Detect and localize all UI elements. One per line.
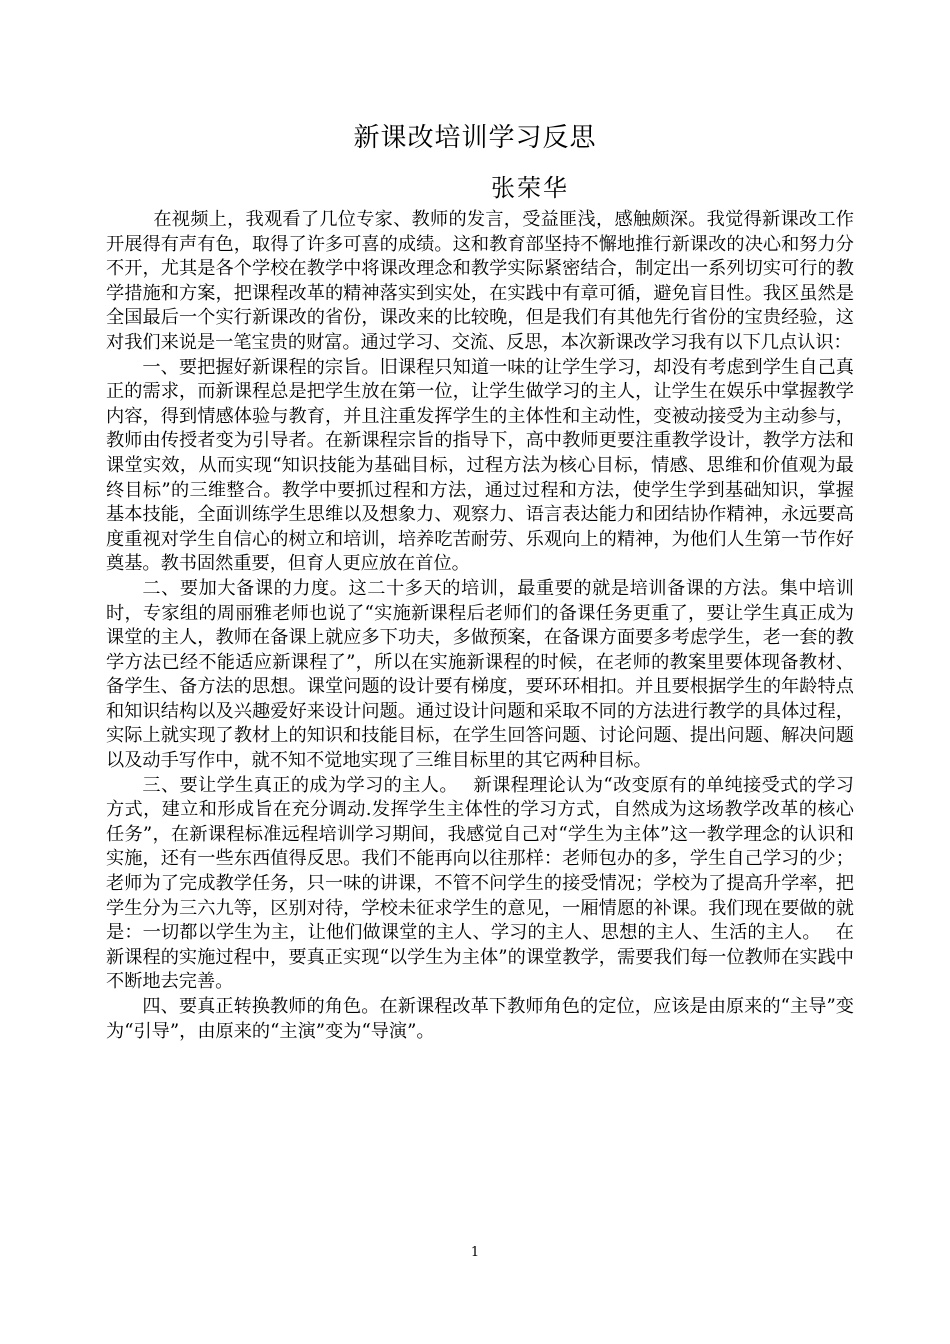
section-one-paragraph: 一、要把握好新课程的宗旨。旧课程只知道一味的让学生学习，却没有考虑到学生自己真正的需求，而新课程总是把学生放在第一位，让学生做学习的主人，让学生在娱乐中掌握教学内容，得到情感体验与教育，并且注重发挥学生的主体性和主动性，变被动接受为主动参与，教师由传授者变为引导者。在新课程宗旨的指导下，高中教师更要注重教学设计，教学方法和课堂实效，从而实现“知识技能为基础目标，过程方法为核心目标，情感、思维和价值观为最终目标”的三维整合。教学中要抓过程和方法，通过过程和方法，使学生学到基础知识，掌握基本技能，全面训练学生思维以及想象力、观察力、语言表达能力和团结协作精神，永远要高度重视对学生自信心的树立和培训，培养吃苦耐劳、乐观向上的精神，为他们人生第一节作好奠基。教书固然重要，但育人更应放在首位。 — [106, 356, 854, 575]
section-four-paragraph: 四、要真正转换教师的角色。在新课程改革下教师角色的定位，应该是由原来的“主导”变为“引导”，由原来的“主演”变为“导演”。 — [106, 996, 854, 1042]
intro-paragraph: 在视频上，我观看了几位专家、教师的发言，受益匪浅，感触颇深。我觉得新课改工作开展得有声有色，取得了许多可喜的成绩。这和教育部坚持不懈地推行新课改的决心和努力分不开，尤其是各个学校在教学中将课改理念和教学实际紧密结合，制定出一系列切实可行的教学措施和方案，把课程改革的精神落实到实处，在实践中有章可循，避免盲目性。我区虽然是全国最后一个实行新课改的省份，课改来的比较晚，但是我们有其他先行省份的宝贵经验，这对我们来说是一笔宝贵的财富。通过学习、交流、反思，本次新课改学习我有以下几点认识： — [106, 209, 854, 353]
document-body — [106, 208, 854, 1044]
section-three-paragraph: 三、要让学生真正的成为学习的主人。 新课程理论认为“改变原有的单纯接受式的学习方式，建立和形成旨在充分调动.发挥学生主体性的学习方式，自然成为这场教学改革的核心任务”，在新课程标准远程培训学习期间，我感觉自己对“学生为主体”这一教学理念的认识和实施，还有一些东西值得反思。我们不能再向以往那样：老师包办的多，学生自己学习的少；老师为了完成教学任务，只一味的讲课，不管不问学生的接受情况；学校为了提高升学率，把学生分为三六九等，区别对待，学校未征求学生的意见，一厢情愿的补课。我们现在要做的就是：一切都以学生为主，让他们做课堂的主人、学习的主人、思想的主人、生活的主人。 在新课程的实施过程中，要真正实现“以学生为主体”的课堂教学，需要我们每一位教师在实践中不断地去完善。 — [106, 774, 854, 993]
page-number: 1 — [470, 1245, 480, 1260]
section-two-paragraph: 二、要加大备课的力度。这二十多天的培训，最重要的就是培训备课的方法。集中培训时，专家组的周丽雅老师也说了“实施新课程后老师们的备课任务更重了，要让学生真正成为课堂的主人，教师在备课上就应多下功夫，多做预案，在备课方面要多考虑学生，老一套的教学方法已经不能适应新课程了”，所以在实施新课程的时候，在老师的教案里要体现备教材、备学生、备方法的思想。课堂问题的设计要有梯度，要环环相扣。并且要根据学生的年龄特点和知识结构以及兴趣爱好来设计问题。通过设计问题和采取不同的方法进行教学的具体过程，实际上就实现了教材上的知识和技能目标，在学生回答问题、讨论问题、提出问题、解决问题以及动手写作中，就不知不觉地实现了三维目标里的其它两种目标。 — [106, 577, 854, 772]
document-title: 新课改培训学习反思 — [353, 123, 597, 153]
document-author: 张荣华 — [491, 174, 569, 202]
